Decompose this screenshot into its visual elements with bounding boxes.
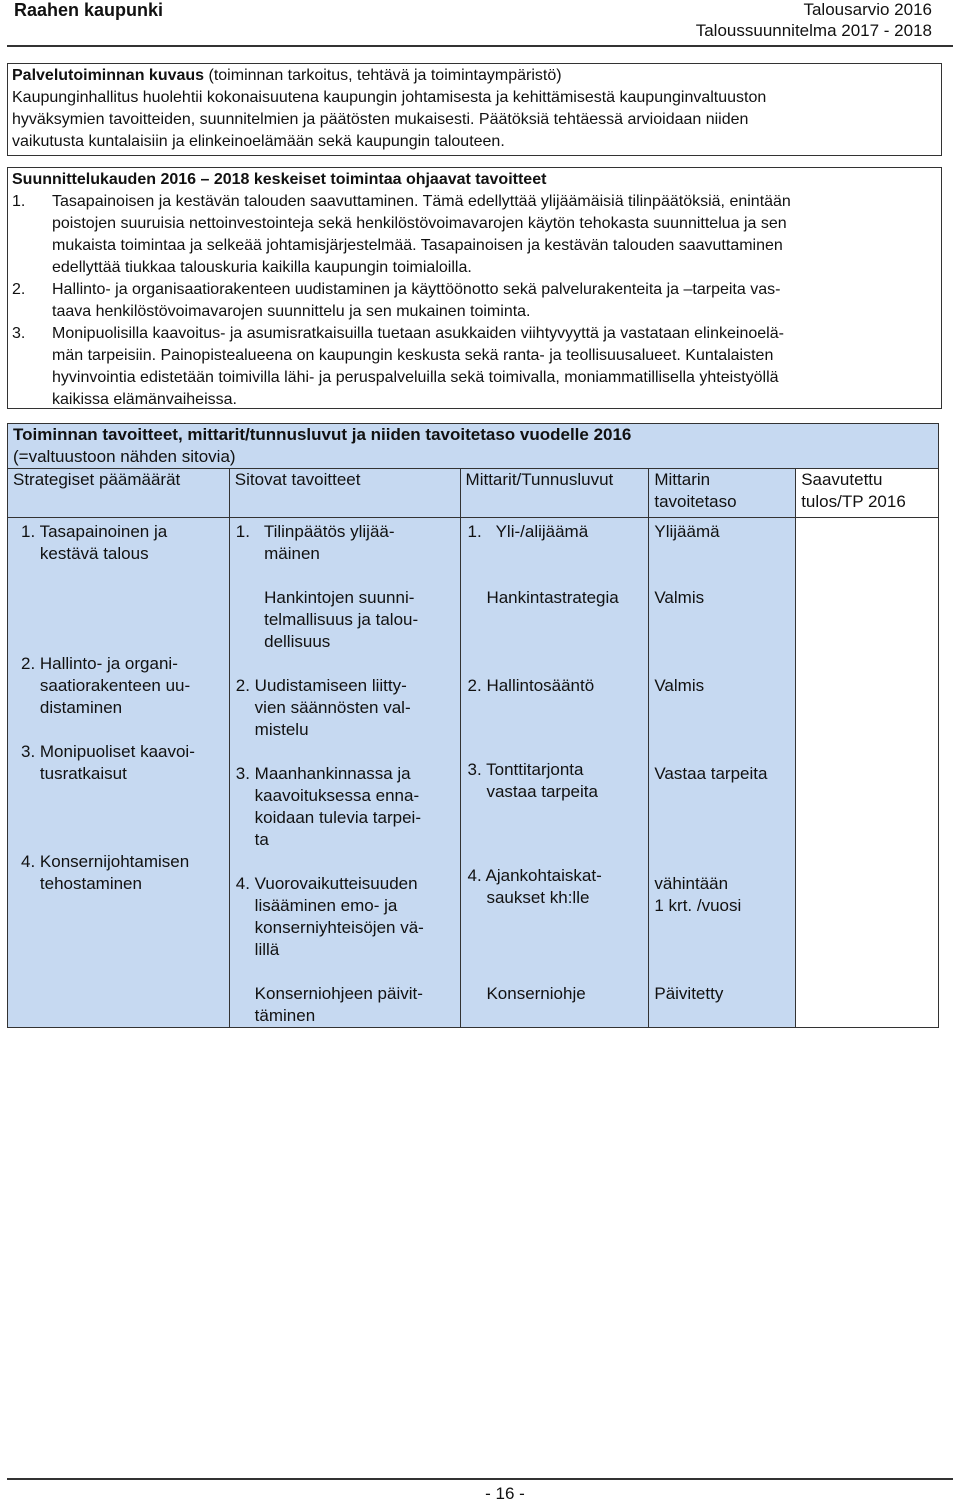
target-text: Valmis [654,676,705,695]
metric-text: vastaa tarpeita [467,782,598,801]
table-row [21,521,224,653]
table-row [236,763,455,873]
binding-goal-text: dellisuus [235,632,331,651]
column-header-text: Strategiset päämäärät [13,470,181,489]
table-row [654,983,790,1005]
binding-goal-text: 1. Tilinpäätös ylijää- [235,522,395,541]
binding-goals-cell [229,518,460,1028]
plan-title: Taloussuunnitelma 2017 - 2018 [695,21,932,40]
column-header [229,469,460,518]
binding-goal-text: 4. Vuorovaikutteisuuden [235,874,418,893]
metric-text: 3. Tonttitarjonta [467,760,584,779]
objective-text: män tarpeisiin. Painopistealueena on kaupungin keskusta sekä ranta- ja teollisuusalueet. Kuntalaisten [52,347,774,364]
objective-text: mukaista toimintaa ja selkeää johtamisjärjestelmää. Tasapainoisen ja kestävän talouden saavuttaminen [52,237,783,254]
column-header [460,469,649,518]
table-row [236,587,455,675]
binding-goal-text: lisääminen emo- ja [235,896,398,915]
service-description-title [12,64,937,87]
binding-goal-text: täminen [235,1006,316,1025]
goals-title-row [8,424,939,469]
binding-goal-text: 2. Uudistamiseen liitty- [235,676,407,695]
table-row [468,865,644,983]
target-text: Ylijäämä [654,522,720,541]
table-row [236,521,455,587]
binding-goal-text: mistelu [235,720,309,739]
column-header [649,469,796,518]
metric-text: 2. Hallintosääntö [467,676,595,695]
key-objectives-title: Suunnittelukauden 2016 – 2018 keskeiset toimintaa ohjaavat tavoitteet [12,171,547,188]
service-description-box [7,63,942,156]
service-description-line: vaikutusta kuntalaisiin ja elinkeinoelämään sekä kaupungin talouteen. [12,133,505,150]
column-header-text: Mittarit/Tunnusluvut [465,470,614,489]
table-row [236,983,455,1027]
goals-table [7,423,939,1028]
objective-number: 3. [12,325,26,342]
objective-item [12,191,937,279]
binding-goal-text: 3. Maanhankinnassa ja [235,764,411,783]
binding-goal-text: koidaan tulevia tarpei- [235,808,421,827]
table-row [654,873,790,983]
table-row [654,763,790,873]
service-description-line: hyväksymien tavoitteiden, suunnitelmien ja päätösten mukaisesti. Päätöksiä tehtäessä arvioidaan niiden [12,111,749,128]
binding-goal-text: telmallisuus ja talou- [235,610,419,629]
column-header-text: tavoitetaso [654,492,737,511]
target-text: Vastaa tarpeita [654,764,768,783]
binding-goal-text: kaavoituksessa enna- [235,786,420,805]
binding-goal-text: lillä [235,940,280,959]
column-header-text: Saavutettu [801,470,883,489]
column-header-text: Sitovat tavoitteet [234,470,361,489]
objective-text: poistojen suuruisia nettoinvestointeja sekä henkilöstövoimavarojen käytön tehokasta suunnittelua ja sen [52,215,787,232]
objective-text: edellyttää tiukkaa talouskuria kaikilla kaupungin toimialoilla. [52,259,472,276]
binding-goal-text: vien säännösten val- [235,698,411,717]
service-description-subheading: (toiminnan tarkoitus, tehtävä ja toimintaympäristö) [204,67,562,84]
strategic-goal-text: saatiorakenteen uu- [21,676,191,695]
strategic-goal-text: 4. Konsernijohtamisen [21,852,190,871]
goals-subtitle: (=valtuustoon nähden sitovia) [13,447,236,466]
target-level-cell [649,518,796,1028]
table-row [654,521,790,587]
metric-text: saukset kh:lle [467,888,590,907]
page-header [0,0,960,45]
table-row [236,873,455,983]
strategic-goal-text: tusratkaisut [21,764,127,783]
table-row [654,675,790,763]
metrics-cell [460,518,649,1028]
objective-text: Hallinto- ja organisaatiorakenteen uudistaminen ja käyttöönotto sekä palvelurakenteita ja –tarpeita vas- [52,281,781,298]
service-description-heading: Palvelutoiminnan kuvaus [12,67,205,84]
binding-goal-text: ta [235,830,269,849]
target-text: Valmis [654,588,705,607]
binding-goal-text: Konserniohjeen päivit- [235,984,423,1003]
org-name: Raahen kaupunki [14,0,164,20]
target-text: vähintään [654,874,729,893]
objective-text: hyvinvointia edistetään toimivilla lähi- ja peruspalveluilla sekä toimivalla, moniammatillisella yhteistyöllä [52,369,779,386]
metric-text: 4. Ajankohtaiskat- [467,866,602,885]
goals-header-row [8,469,939,518]
goals-title: Toiminnan tavoitteet, mittarit/tunnusluvut ja niiden tavoitetaso vuodelle 2016 [13,425,632,444]
strategic-goal-text: kestävä talous [21,544,149,563]
strategic-goal-text: distaminen [21,698,123,717]
target-text: 1 krt. /vuosi [654,896,742,915]
objective-text: taava henkilöstövoimavarojen suunnittelu ja sen mukainen toiminta. [52,303,531,320]
table-row [21,653,224,741]
page-number: - 16 - [485,1484,525,1503]
metric-text: Hankintastrategia [467,588,619,607]
strategic-goal-text: 1. Tasapainoinen ja [21,522,168,541]
strategic-goal-text: 2. Hallinto- ja organi- [21,654,178,673]
strategic-goals-cell [8,518,230,1028]
strategic-goal-text: 3. Monipuoliset kaavoi- [21,742,195,761]
strategic-goal-text: tehostaminen [21,874,142,893]
target-text: Päivitetty [654,984,724,1003]
header-divider [7,45,953,47]
table-row [21,851,224,895]
objective-item [12,323,937,411]
objective-text: kaikissa elämänvaiheissa. [52,391,237,408]
column-header [796,469,939,518]
metric-text: 1. Yli-/alijäämä [467,522,589,541]
goals-title-cell [8,424,939,469]
table-row [236,675,455,763]
objective-text: Tasapainoisen ja kestävän talouden saavuttaminen. Tämä edellyttää ylijäämäisiä tilinpäätöksiä, enintään [52,193,791,210]
goals-body-row [8,518,939,1028]
footer-divider [7,1478,953,1480]
table-row [468,675,644,759]
service-description-line: Kaupunginhallitus huolehtii kokonaisuutena kaupungin johtamisesta ja kehittämisestä kaupunginvaltuuston [12,89,767,106]
metric-text: Konserniohje [467,984,586,1003]
table-row [468,587,644,675]
objective-number: 1. [12,193,26,210]
binding-goal-text: Hankintojen suunni- [235,588,415,607]
table-row [654,587,790,675]
budget-title: Talousarvio 2016 [803,0,932,19]
achieved-result-cell [796,518,939,1028]
objective-item [12,279,937,323]
binding-goal-text: mäinen [235,544,320,563]
column-header [8,469,230,518]
column-header-text: Mittarin [654,470,711,489]
key-objectives-box [7,167,942,409]
table-row [468,759,644,865]
table-row [468,521,644,587]
column-header-text: tulos/TP 2016 [801,492,906,511]
objective-number: 2. [12,281,26,298]
table-row [21,741,224,851]
objective-text: Monipuolisilla kaavoitus- ja asumisratkaisuilla tuetaan asukkaiden viihtyvyyttä ja vastataan elinkeinoelä- [52,325,784,342]
binding-goal-text: konserniyhteisöjen vä- [235,918,424,937]
table-row [468,983,644,1005]
